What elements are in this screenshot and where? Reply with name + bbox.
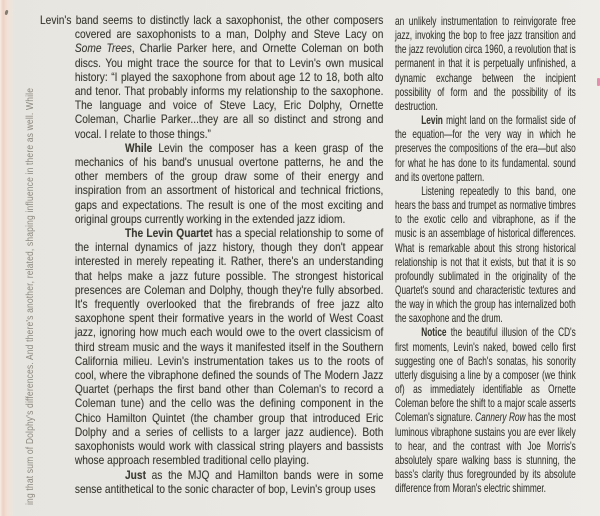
paragraph: Just as the MJQ and Hamilton bands were in some sense antithetical to the sonic character of bop, Levin's group uses [74, 467, 384, 496]
paragraph: While Levin the composer has a keen grasp of the mechanics of his band's unusual overtone patterns, he and the other members of the group draw some of their energy and inspiration from an assortment of historical and technical frictions, gaps and expectations. The result is one of the most exciting and original groups currently working in the extended jazz idiom. [74, 140, 384, 226]
left-column [40, 13, 383, 496]
paragraph: Levin might land on the formalist side of the equation—for the very way in which he preserves the compositions of the era—but also for what he has done to its fundamental. sound and its overtone pattern. [395, 113, 576, 184]
paragraph: Levin's band seems to distinctly lack a saxophonist, the other composers covered are saxophonists to a man, Dolphy and Steve Lacy on Some Trees, Charlie Parker here, and Ornette Coleman on both discs. You might trace the source for that to Levin's own musical history: “I played the saxophone from about age 12 to 18, both alto and tenor. That probably informs my relationship to the saxophone. The language and voice of Steve Lacy, Eric Dolphy, Ornette Coleman, Charlie Parker...they are all so distinct and strong and vocal. I relate to those things.” [40, 13, 384, 141]
paragraph: an unlikely instrumentation to reinvigorate free jazz, invoking the bop to free jazz transition and the jazz revolution circa 1960, a revolution that is permanent in that it is perpetually unfinished, a dynamic exchange between the incipient possibility of form and the possibility of its destruction. [395, 14, 576, 113]
spine-vertical-text: ing that sum of Dolphy's differences. And there's another, related, shaping influence in there as well. While [25, 87, 36, 506]
paragraph: Listening repeatedly to this band, one hears the bass and trumpet as normative timbres to the exotic cello and vibraphone, as if the music is an assemblage of historical differences. What is remarkable about this strong historical relationship is not that it exists, but that it is so profoundly sublimated in the originality of the Quartet's sound and characteristic textures and the way in which the group has internalized both the saxophone and the drum. [395, 183, 576, 326]
right-column [395, 14, 576, 495]
paragraph: Notice the beautiful illusion of the CD's first moments, Levin's naked, bowed cello first suggesting one of Bach's sonatas, his sonority utterly disguising a line by a composer (we think of) as immediately identifiable as Ornette Coleman before the shift to a major scale asserts Coleman's signature. Cannery Row has the most luminous vibraphone sustains you are ever likely to hear, and the contrast with Joe Morris's absolutely spare walking bass is stunning, the bass's clarity thus foregrounded by its absolute difference from Moran's electric shimmer. [395, 325, 576, 496]
page-edge [0, 0, 13, 516]
paragraph: The Levin Quartet has a special relationship to some of the internal dynamics of jazz history, though they don't appear interested in merely repeating it. Rather, there's an understanding that helps make a jazz future possible. The strongest historical presences are Coleman and Dolphy, though they're fully absorbed. It's frequently overlooked that the firebrands of free jazz alto saxophone spent their formative years in the world of West Coast jazz, ignoring how much each would owe to the overt classicism of third stream music and the ways it manifested itself in the Southern California milieu. Levin's instrumentation takes us to the roots of cool, where the vibraphone defined the sounds of The Modern Jazz Quartet (perhaps the first band other than Coleman's to record a Coleman tune) and the cello was the defining component in the Chico Hamilton Quintet (the chamber group that introduced Eric Dolphy and a series of cellists to a larger jazz audience). Both saxophonists would work with classical string players and bassists whose approach resembled traditional cello playing. [74, 226, 384, 468]
